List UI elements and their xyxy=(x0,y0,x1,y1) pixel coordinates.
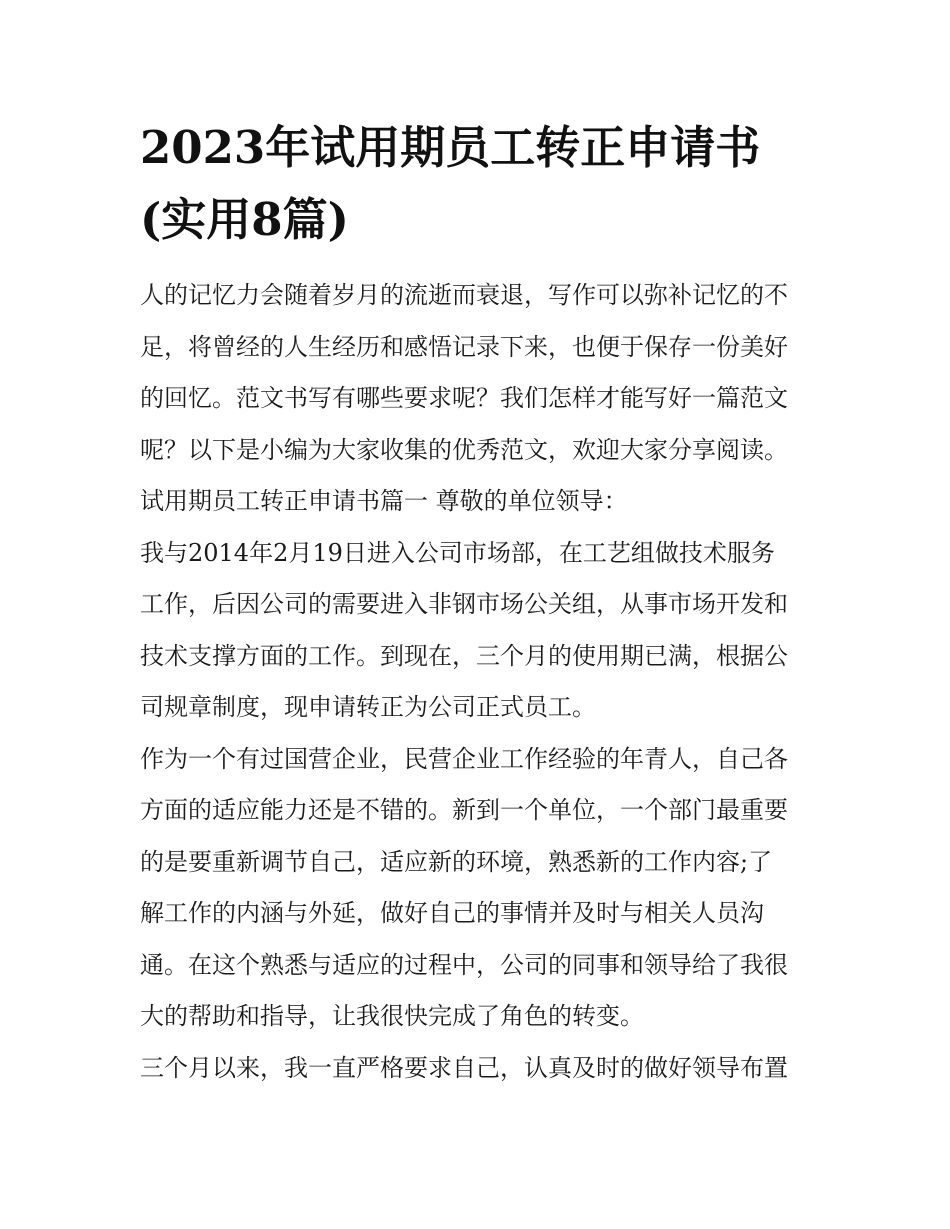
body-line: 方面的适应能力还是不错的。新到一个单位，一个部门最重要 xyxy=(140,796,788,824)
body-line: 司规章制度，现申请转正为公司正式员工。 xyxy=(140,693,596,721)
body-line: 人的记忆力会随着岁月的流逝而衰退，写作可以弥补记忆的不 xyxy=(140,281,788,309)
body-line: 解工作的内涵与外延，做好自己的事情并及时与相关人员沟 xyxy=(140,899,764,927)
body-line: 三个月以来，我一直严格要求自己，认真及时的做好领导布置 xyxy=(140,1053,788,1082)
document-title xyxy=(140,112,812,256)
body-line: 大的帮助和指导，让我很快完成了角色的转变。 xyxy=(140,1002,644,1030)
body-line: 的是要重新调节自己，适应新的环境，熟悉新的工作内容;了 xyxy=(140,847,773,876)
body-line: 的回忆。范文书写有哪些要求呢？我们怎样才能写好一篇范文 xyxy=(140,384,788,412)
body-line: 我与2014年2月19日进入公司市场部，在工艺组做技术服务 xyxy=(140,538,775,567)
document-content xyxy=(140,112,812,1094)
body-line: 技术支撑方面的工作。到现在，三个月的使用期已满，根据公 xyxy=(140,641,788,670)
body-line: 工作，后因公司的需要进入非钢市场公关组，从事市场开发和 xyxy=(140,590,788,618)
body-line: 作为一个有过国营企业，民营企业工作经验的年青人，自己各 xyxy=(140,744,788,773)
document-body xyxy=(140,270,812,1094)
body-line: 试用期员工转正申请书篇一 尊敬的单位领导： xyxy=(140,487,628,515)
body-line: 通。在这个熟悉与适应的过程中，公司的同事和领导给了我很 xyxy=(140,950,788,979)
title-line-2: (实用8篇) xyxy=(140,193,349,246)
body-line: 呢？以下是小编为大家收集的优秀范文，欢迎大家分享阅读。 xyxy=(140,435,788,464)
body-line: 足，将曾经的人生经历和感悟记录下来，也便于保存一份美好 xyxy=(140,332,788,361)
title-line-1: 2023年试用期员工转正申请书 xyxy=(140,121,761,174)
